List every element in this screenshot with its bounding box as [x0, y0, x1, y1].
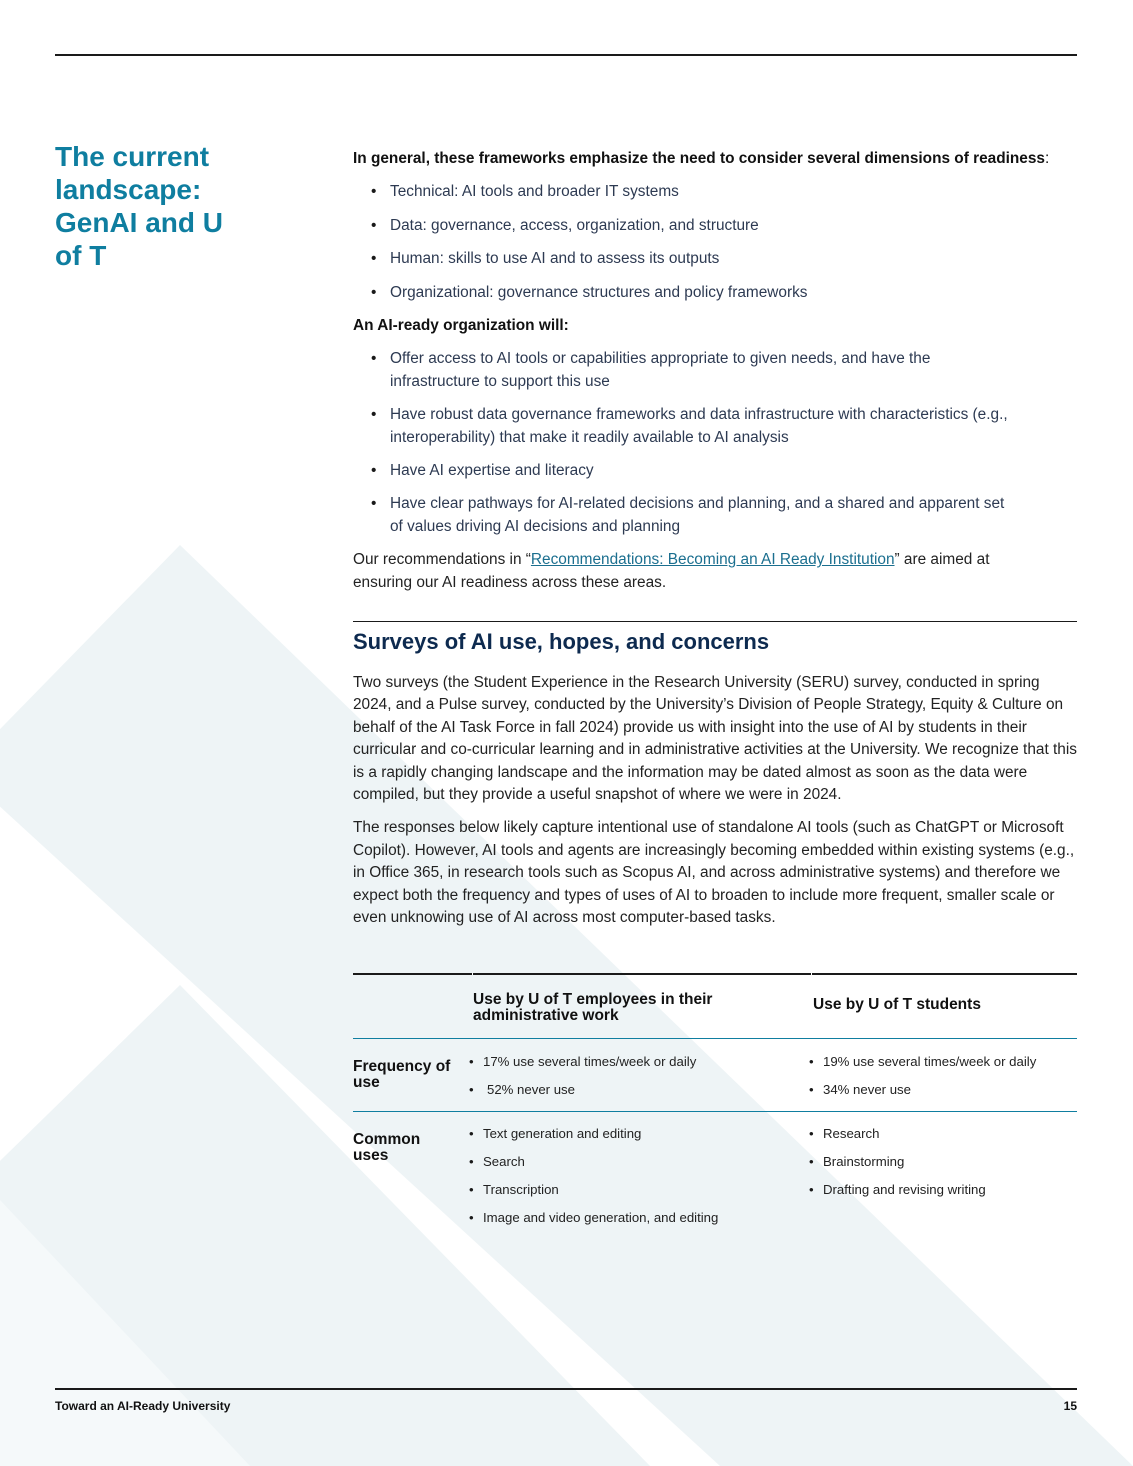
surveys-body [353, 672, 1077, 940]
section-divider [353, 621, 1077, 622]
column-header-employees: Use by U of T employees in their administrative work [473, 991, 713, 1024]
employees-uses-list [469, 1120, 718, 1232]
list-item: • Image and video generation, and editing [469, 1204, 718, 1232]
recommendations-text-before: Our recommendations in “ [353, 551, 531, 569]
surveys-heading: Surveys of AI use, hopes, and concerns [353, 629, 770, 654]
recommendations-paragraph [353, 549, 1013, 594]
list-item: • Organizational: governance structures and policy frameworks [353, 282, 1077, 304]
list-item: • Have clear pathways for AI-related decisions and planning, and a shared and apparent set of values driving AI decisions and planning [353, 493, 1013, 538]
list-item: • Drafting and revising writing [809, 1176, 986, 1204]
list-item: • Search [469, 1148, 718, 1176]
top-rule [55, 54, 1077, 56]
list-item: • Brainstorming [809, 1148, 986, 1176]
frameworks-intro-colon: : [1044, 150, 1050, 167]
table-header-rule [353, 1038, 1077, 1039]
list-item: • Data: governance, access, organization, and structure [353, 215, 1077, 237]
list-item: • Have robust data governance frameworks and data infrastructure with characteristics (e.g., interoperability) that make it readily available to AI analysis [353, 404, 1013, 449]
page-section-title: The current landscape: GenAI and U of T [55, 141, 224, 271]
list-item: • Human: skills to use AI and to assess its outputs [353, 248, 1077, 270]
recommendations-text-after: ” are aimed at ensuring our AI readiness across these areas. [353, 551, 990, 591]
list-item: • Research [809, 1120, 986, 1148]
list-item: • Offer access to AI tools or capabilities appropriate to given needs, and have the infrastructure to support this use [353, 348, 1013, 393]
list-item: • Text generation and editing [469, 1120, 718, 1148]
frameworks-intro [353, 148, 1077, 170]
list-item: • 52% never use [469, 1076, 696, 1104]
list-item: • 34% never use [809, 1076, 1036, 1104]
surveys-paragraph-1: Two surveys (the Student Experience in the Research University (SERU) survey, conducted in spring 2024, and a Pulse survey, conducted by the University’s Division of People Strategy, Equity & Culture on behalf of the AI Task Force in fall 2024) provide us with insight into the use of AI by students in their curricular and co-curricular learning and in administrative activities at the University. We recognize that this is a rapidly changing landscape and the information may be dated almost as soon as the data were compiled, but they provide a useful snapshot of where we were in 2024. [353, 674, 1077, 804]
table-column-gap [811, 973, 812, 975]
list-item: • Have AI expertise and literacy [353, 460, 1013, 482]
surveys-paragraph-2: The responses below likely capture intentional use of standalone AI tools (such as ChatGPT or Microsoft Copilot). However, AI tools and agents are increasingly becoming embedded within existing systems (e.g., in Office 365, in research tools such as Scopus AI, and across administrative systems) and therefore we expect both the frequency and types of uses of AI to broaden to include more frequent, smaller scale or even unknowing use of AI across most computer-based tasks. [353, 819, 1075, 927]
ai-ready-list [353, 348, 1013, 538]
footer-rule [55, 1388, 1077, 1390]
table-row-rule [353, 1111, 1077, 1112]
recommendations-link[interactable]: Recommendations: Becoming an AI Ready Institution [530, 551, 895, 569]
row-header-frequency: Frequency of use [353, 1058, 451, 1091]
table-top-rule [353, 973, 1077, 975]
students-uses-list [809, 1120, 986, 1204]
footer-document-title: Toward an AI-Ready University [55, 1399, 231, 1413]
page-number: 15 [1063, 1399, 1077, 1413]
list-item: • 17% use several times/week or daily [469, 1048, 696, 1076]
students-frequency-list [809, 1048, 1036, 1104]
table-column-gap [472, 973, 473, 975]
employees-frequency-list [469, 1048, 696, 1104]
frameworks-section [353, 148, 1077, 594]
list-item: • 19% use several times/week or daily [809, 1048, 1036, 1076]
list-item: • Technical: AI tools and broader IT systems [353, 181, 1077, 203]
frameworks-intro-text: In general, these frameworks emphasize the need to consider several dimensions of readiness [353, 150, 1045, 167]
ai-ready-heading: An AI-ready organization will: [353, 317, 569, 335]
readiness-dimensions-list [353, 181, 1077, 304]
column-header-students: Use by U of T students [813, 996, 981, 1013]
list-item: • Transcription [469, 1176, 718, 1204]
row-header-common-uses: Common uses [353, 1131, 421, 1164]
